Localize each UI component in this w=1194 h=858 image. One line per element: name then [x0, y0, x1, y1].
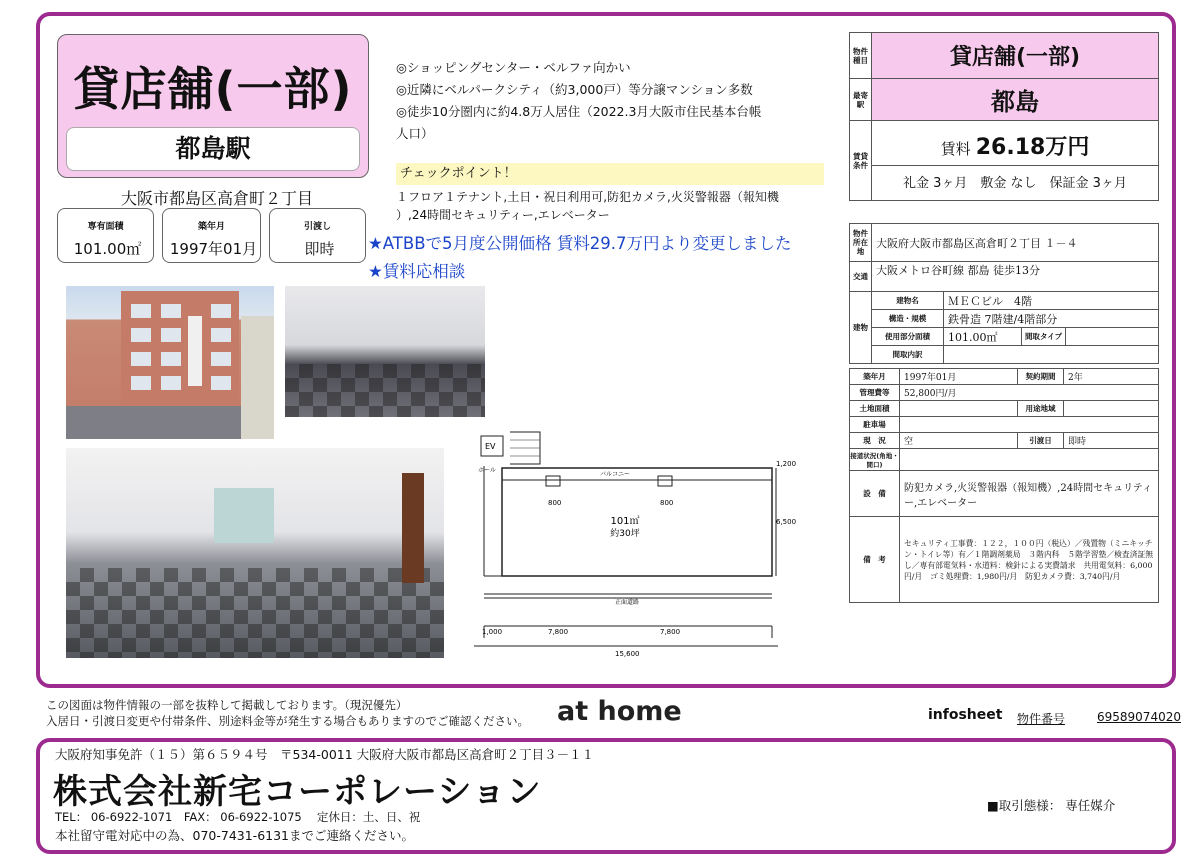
dim-label: 1,200 [776, 460, 797, 468]
bldg-name-label: 建物名 [872, 292, 944, 310]
checkpoint-line: ）,24時間セキュリティー,エレベーター [396, 208, 610, 222]
dim-label: 1,000 [482, 628, 503, 636]
area-label: 使用部分面積 [872, 328, 944, 346]
layout-type-label: 間取タイプ [1022, 328, 1066, 346]
parking-label: 駐車場 [850, 417, 900, 433]
station-value: 都島 [872, 79, 1159, 121]
dim-label: 800 [660, 499, 674, 507]
dim-label: 15,600 [615, 650, 640, 658]
remarks-label: 備 考 [850, 517, 900, 603]
remarks-value: セキュリティ工事費：１２２，１００円（税込）／残置物（ミニキッチン・トイレ等）有／１階調剤薬局 ３階内科 ５階学習塾／検査済証無し／専有部電気料・水道料：検針による実費請求 共用電気料：6,000円/月 ゴミ処理費：1,980円/月 防犯カメラ費：3,740円/月 [900, 517, 1159, 603]
note-line: ◎徒歩10分圏内に約4.8万人居住（2022.3月大阪市住民基本台帳 [396, 104, 762, 119]
equipment-label: 設 備 [850, 471, 900, 517]
spec-label: 専有面積 [87, 222, 124, 232]
building-illustration [66, 286, 274, 439]
handover-value: 即時 [1064, 433, 1159, 449]
terms-label: 賃貸条件 [850, 121, 872, 201]
athome-logo: at home [557, 696, 682, 727]
ev-label: EV [485, 442, 496, 451]
built-label: 築年月 [850, 369, 900, 385]
checkpoint-heading: チェックポイント！ [396, 163, 824, 185]
address-short: 大阪市都島区高倉町２丁目 [120, 189, 313, 208]
note-line: ◎近隣にベルパークシティ（約3,000戸）等分譲マンション多数 [396, 82, 753, 97]
road-access-label: 接道状況(角地・間口) [850, 449, 900, 471]
license-info: 大阪府知事免許（１５）第６５９４号 〒534-0011 大阪府大阪市都島区高倉町２丁目３－１１ [55, 747, 595, 762]
status-value: 空 [900, 433, 1018, 449]
mgmt-value: 52,800円/月 [900, 385, 1159, 401]
checkpoint-line: １フロア１テナント,土日・祝日利用可,防犯カメラ,火災警報器（報知機 [396, 190, 779, 204]
spec-label: 引渡し [303, 222, 331, 232]
contact-note: 本社留守電対応中の為、070-7431-6131までご連絡ください。 [55, 828, 415, 843]
built-value: 1997年01月 [900, 369, 1018, 385]
structure-label: 構造・規模 [872, 310, 944, 328]
traffic-value: 大阪メトロ谷町線 都島 徒歩13分 [872, 262, 1159, 292]
checkpoint-text [396, 188, 826, 224]
spec-value: 1997年01月 [169, 240, 258, 258]
station-label: 最寄駅 [850, 79, 872, 121]
interior-photo-2 [66, 448, 444, 658]
contact-info: TEL： 06-6922-1071 FAX： 06-6922-1075 定休日：土、日、祝 [55, 810, 421, 824]
spec-value: 101.00㎡ [73, 240, 142, 258]
deposit-line: 礼金 3ヶ月 敷金 なし 保証金 3ヶ月 [872, 165, 1158, 197]
price-change-notice: ★ATBBで5月度公開価格 賃料29.7万円より変更しました [368, 234, 792, 253]
dim-label: 800 [548, 499, 562, 507]
summary-table [849, 32, 1159, 201]
dim-label: 7,800 [660, 628, 681, 636]
layout-detail-label: 間取内訳 [872, 346, 944, 364]
property-type-title: 貸店舗(一部) [73, 62, 353, 116]
detail-table-2 [849, 368, 1159, 603]
spec-built [162, 208, 261, 263]
contract-label: 契約期間 [1018, 369, 1064, 385]
floor-area-m2: 101㎡ [610, 516, 640, 527]
station-name: 都島駅 [66, 127, 360, 171]
spec-value: 即時 [304, 240, 335, 258]
note-line: ◎ショッピングセンター・ベルファ向かい [396, 60, 631, 75]
structure-value: 鉄骨造 7階建/4階部分 [944, 310, 1159, 328]
transaction-type: ■取引態様： 専任媒介 [987, 798, 1116, 813]
title-card [57, 34, 369, 178]
floor-area-tsubo: 約30坪 [610, 529, 640, 539]
spec-area [57, 208, 154, 263]
interior-photo-1 [285, 286, 485, 417]
disclaimer-line: 入居日・引渡日変更や付帯条件、別途料金等が発生する場合もありますのでご確認ください。 [46, 714, 529, 728]
property-info-panel [849, 32, 1159, 603]
status-label: 現 況 [850, 433, 900, 449]
rent-label: 賃料 [940, 140, 971, 158]
negotiable-notice: ★賃料応相談 [368, 262, 466, 281]
floor-plan [470, 426, 797, 662]
traffic-label: 交通 [850, 262, 872, 292]
property-number: 69589074020 [1097, 710, 1181, 724]
zoning-label: 用途地域 [1018, 401, 1064, 417]
disclaimer-line: この図面は物件情報の一部を抜粋して掲載しております。（現況優先） [46, 698, 408, 712]
spec-label: 築年月 [197, 222, 225, 232]
handover-label: 引渡日 [1018, 433, 1064, 449]
building-exterior-photo [66, 286, 274, 439]
detail-table [849, 223, 1159, 364]
location-value: 大阪府大阪市都島区高倉町２丁目 １－４ [872, 224, 1159, 262]
hall-label: ホール [478, 467, 496, 474]
land-label: 土地面積 [850, 401, 900, 417]
rent-value: 26.18万円 [975, 135, 1090, 160]
disclaimer [46, 697, 529, 729]
area-value: 101.00㎡ [944, 328, 1022, 346]
spec-handover [269, 208, 366, 263]
type-label: 物件種目 [850, 33, 872, 79]
property-number-label: 物件番号 [1017, 712, 1066, 726]
mgmt-label: 管理費等 [850, 385, 900, 401]
note-line: 人口） [396, 126, 434, 141]
company-name: 株式会社新宅コーポレーション [53, 772, 542, 812]
road-label: 正面道路 [615, 599, 640, 606]
balcony-label: バルコニー [600, 471, 631, 478]
location-label: 物件所在地 [850, 224, 872, 262]
dim-label: 7,800 [548, 628, 569, 636]
type-value: 貸店舗(一部) [872, 33, 1159, 79]
building-label: 建物 [850, 292, 872, 364]
dim-label: 6,500 [776, 518, 797, 526]
feature-notes [396, 57, 826, 145]
infosheet-title: infosheet [928, 707, 1003, 723]
bldg-name-value: ＭＥＣビル 4階 [944, 292, 1159, 310]
contract-value: 2年 [1064, 369, 1159, 385]
equipment-value: 防犯カメラ,火災警報器（報知機）,24時間セキュリティー,エレベーター [900, 471, 1159, 517]
